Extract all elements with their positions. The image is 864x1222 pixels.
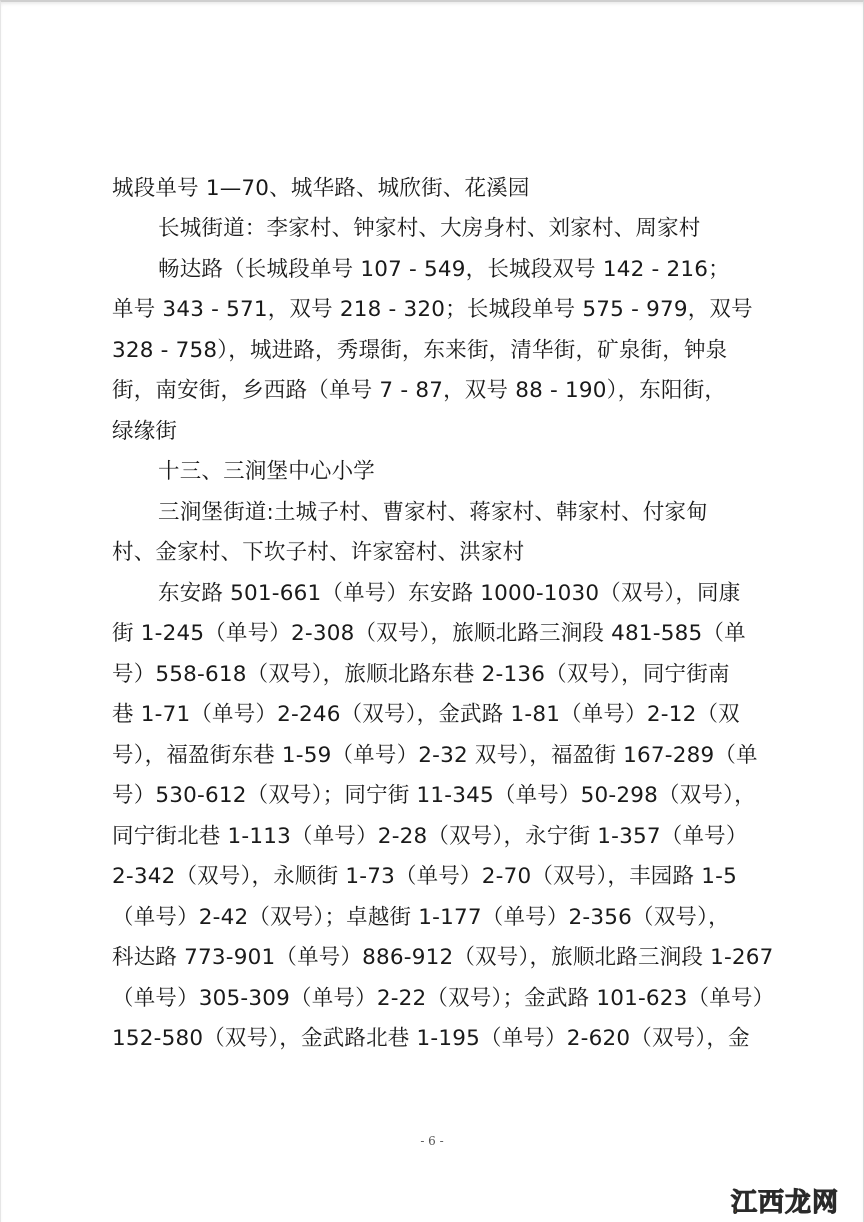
page-number: - 6 -: [420, 1134, 444, 1148]
watermark-part-2: 龙网: [785, 1188, 840, 1218]
text-line: 三涧堡街道:土城子村、曹家村、蒋家村、韩家村、付家甸: [158, 500, 708, 525]
text-line: 单号 343 - 571，双号 218 - 320；长城段单号 575 - 979，双号: [112, 297, 753, 322]
text-line: 同宁街北巷 1-113（单号）2-28（双号），永宁街 1-357（单号）: [112, 824, 748, 849]
text-line: 科达路 773-901（单号）886-912（双号），旅顺北路三涧段 1-267: [112, 945, 774, 970]
text-line: 街，南安街，乡西路（单号 7 - 87，双号 88 - 190），东阳街，: [112, 378, 727, 403]
text-line: 巷 1-71（单号）2-246（双号），金武路 1-81（单号）2-12（双: [112, 702, 740, 727]
text-line: 328 - 758），城进路，秀璟街，东来街，清华街，矿泉街，钟泉: [112, 338, 728, 363]
text-line: 城段单号 1—70、城华路、城欣街、花溪园: [112, 176, 530, 201]
text-line: 号）558-618（双号），旅顺北路东巷 2-136（双号），同宁街南: [112, 662, 730, 687]
text-line: 绿缘街: [112, 419, 178, 444]
text-line: 号），福盈街东巷 1-59（单号）2-32 双号），福盈街 167-289（单: [112, 743, 758, 768]
text-line: （单号）2-42（双号）；卓越街 1-177（单号）2-356（双号），: [112, 905, 730, 930]
text-line: 十三、三涧堡中心小学: [158, 459, 376, 484]
watermark-part-1: 江西: [731, 1188, 786, 1218]
text-line: 号）530-612（双号）；同宁街 11-345（单号）50-298（双号），: [112, 783, 756, 808]
text-line: 2-342（双号），永顺街 1-73（单号）2-70（双号），丰园路 1-5: [112, 864, 737, 889]
text-line: 长城街道：李家村、钟家村、大房身村、刘家村、周家村: [158, 216, 701, 241]
text-line: 村、金家村、下坎子村、许家窑村、洪家村: [112, 540, 525, 565]
text-line: 东安路 501-661（单号）东安路 1000-1030（双号），同康: [158, 581, 741, 606]
text-line: （单号）305-309（单号）2-22（双号）；金武路 101-623（单号）: [112, 986, 775, 1011]
text-line: 畅达路（长城段单号 107 - 549，长城段双号 142 - 216；: [158, 257, 730, 282]
site-watermark-logo: [731, 1182, 839, 1219]
text-line: 152-580（双号），金武路北巷 1-195（单号）2-620（双号），金: [112, 1026, 750, 1051]
text-line: 街 1-245（单号）2-308（双号），旅顺北路三涧段 481-585（单: [112, 621, 746, 646]
